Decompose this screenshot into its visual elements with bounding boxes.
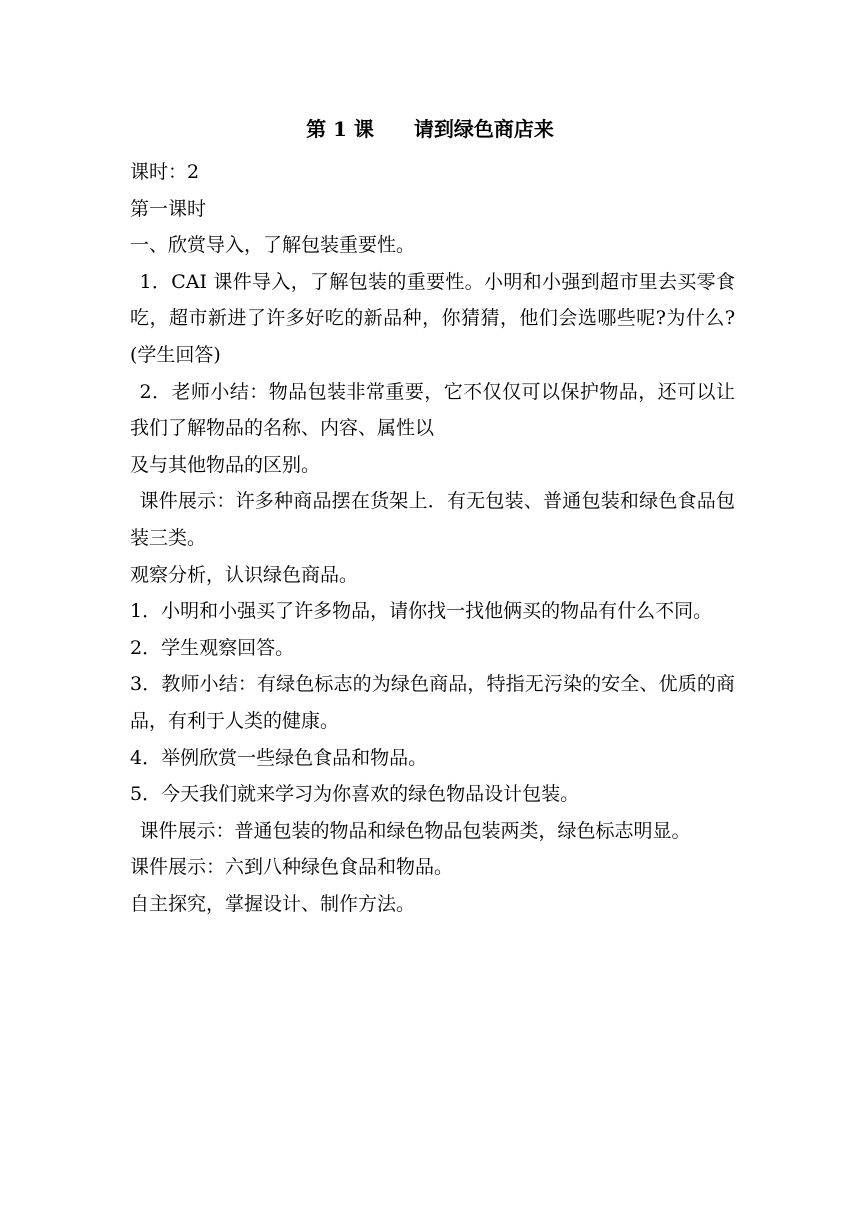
paragraph-cai-intro: 1．CAI 课件导入，了解包装的重要性。小明和小强到超市里去买零食吃，超市新进了许多好吃的新品种，你猜猜，他们会选哪些呢?为什么?(学生回答) bbox=[130, 270, 735, 366]
section-heading-explore: 自主探究，掌握设计、制作方法。 bbox=[130, 892, 416, 915]
list-item-5: 5．今天我们就来学习为你喜欢的绿色物品设计包装。 bbox=[130, 783, 580, 806]
paragraph-teacher-summary: 2．老师小结：物品包装非常重要，它不仅仅可以保护物品，还可以让我们了解物品的名称、内容、属性以 bbox=[130, 380, 735, 440]
lesson-title: 第 1 课 请到绿色商店来 bbox=[306, 117, 554, 141]
paragraph-courseware-six-eight: 课件展示：六到八种绿色食品和物品。 bbox=[130, 856, 454, 879]
section-heading-intro: 一、欣赏导入，了解包装重要性。 bbox=[130, 234, 416, 257]
list-item-3: 3．教师小结：有绿色标志的为绿色商品，特指无污染的安全、优质的商品，有利于人类的健康。 bbox=[130, 673, 735, 732]
paragraph-teacher-summary-cont: 及与其他物品的区别。 bbox=[130, 453, 321, 476]
list-item-1: 1．小明和小强买了许多物品，请你找一找他俩买的物品有什么不同。 bbox=[130, 600, 713, 623]
paragraph-lesson-hours: 课时：2 bbox=[130, 161, 200, 183]
paragraph-courseware-two-types: 课件展示：普通包装的物品和绿色物品包装两类，绿色标志明显。 bbox=[139, 819, 691, 842]
section-heading-observe: 观察分析，认识绿色商品。 bbox=[130, 563, 359, 586]
list-item-2: 2．学生观察回答。 bbox=[130, 636, 295, 659]
paragraph-first-period: 第一课时 bbox=[130, 197, 207, 220]
paragraph-courseware-shelf: 课件展示：许多种商品摆在货架上．有无包装、普通包装和绿色食品包装三类。 bbox=[130, 490, 735, 549]
document-body bbox=[130, 154, 735, 922]
list-item-4: 4．举例欣赏一些绿色食品和物品。 bbox=[130, 746, 428, 769]
